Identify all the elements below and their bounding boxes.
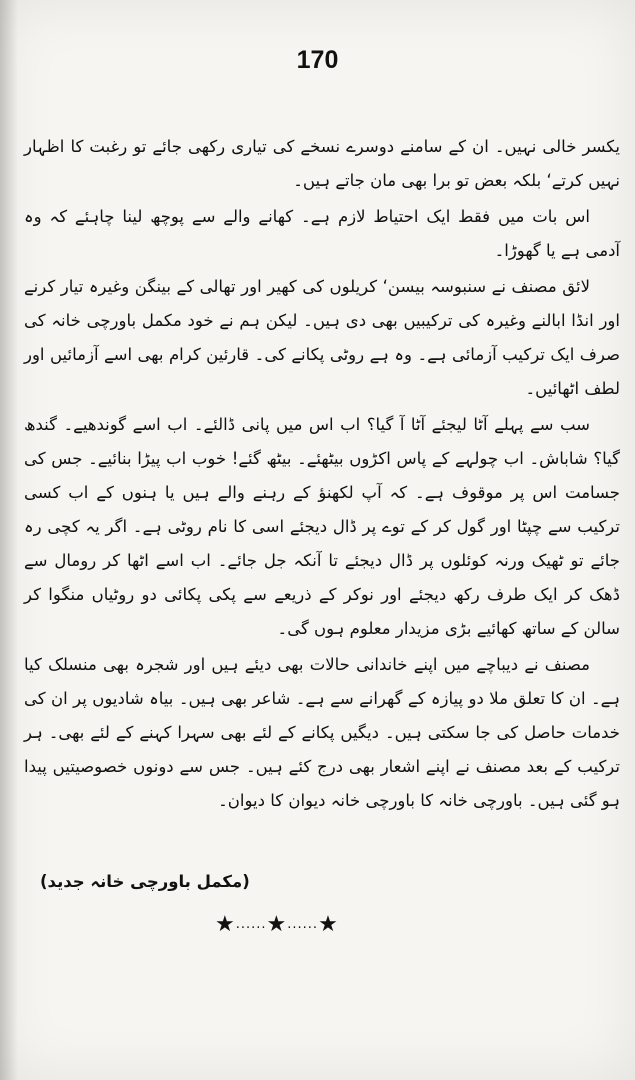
source-citation: (مکمل باورچی خانہ جدید)	[40, 872, 250, 891]
section-divider	[215, 912, 339, 937]
star-icon: ★	[266, 912, 288, 937]
body-text	[24, 130, 620, 820]
paragraph-5: مصنف نے دیباچے میں اپنے خاندانی حالات بھی دیئے ہیں اور شجرہ بھی منسلک کیا ہے۔ ان کا تعلق ملا دو پیازہ کے گھرانے سے ہے۔ شاعر بھی ہیں۔ بیاہ شادیوں پر ان کی خدمات حاصل کی جا سکتی ہیں۔ دیگیں پکانے کے لئے بھی سہرا کہنے کے لئے بھی۔ ہر ترکیب کے بعد مصنف نے اپنے اشعار بھی درج کئے ہیں۔ جس سے دونوں خصوصیتیں پیدا ہو گئی ہیں۔ باورچی خانہ کا باورچی خانہ دیوان کا دیوان۔	[24, 655, 620, 810]
divider-dots: ......	[235, 917, 267, 932]
star-icon: ★	[215, 912, 236, 937]
paragraph-3: لائق مصنف نے سنبوسہ بیسن‘ کریلوں کی کھیر اور تھالی کے بینگن وغیرہ تیار کرنے اور انڈا ابالنے وغیرہ کی ترکیبیں بھی دی ہیں۔ لیکن ہم نے خود مکمل باورچی خانہ کی صرف ایک ترکیب آزمائی ہے۔ وہ ہے روٹی پکانے کی۔ قارئین کرام بھی اسے آزمائیں اور لطف اٹھائیں۔	[24, 277, 620, 398]
paragraph-1: یکسر خالی نہیں۔ ان کے سامنے دوسرے نسخے کی تیاری رکھی جائے تو رغبت کا اظہار نہیں کرتے‘ بلکہ بعض تو برا بھی مان جاتے ہیں۔	[24, 137, 620, 190]
paragraph-2: اس بات میں فقط ایک احتیاط لازم ہے۔ کھانے والے سے پوچھ لینا چاہئے کہ وہ آدمی ہے یا گھوڑا۔	[24, 207, 620, 260]
page-number: 170	[296, 46, 339, 74]
star-icon: ★	[318, 912, 339, 937]
binding-shadow	[0, 0, 18, 1080]
divider-dots: ......	[287, 917, 319, 932]
paragraph-4: سب سے پہلے آٹا لیجئے آٹا آ گیا؟ اب اس میں پانی ڈالئے۔ اب اسے گوندھیے۔ گندھ گیا؟ شاباش۔ اب چولہے کے پاس اکڑوں بیٹھئے۔ بیٹھ گئے! خوب اب پیڑا بنائیے۔ جس کی جسامت اس پر موقوف ہے۔ کہ آپ لکھنؤ کے رہنے والے ہیں یا ہنوں کے اب کسی ترکیب سے چپٹا اور گول کر کے توے پر ڈال دیجئے اسی کا نام روٹی ہے۔ اگر یہ کچی رہ جائے تو ٹھیک ورنہ کوئلوں پر ڈال دیجئے تا آنکہ جل جائے۔ اب اسے اٹھا کر رومال سے ڈھک کر ایک طرف رکھ دیجئے اور نوکر کے ذریعے سے پکی پکائی دو روٹیاں منگوا کر سالن کے ساتھ کھائیے بڑی مزیدار معلوم ہوں گی۔	[24, 415, 620, 638]
